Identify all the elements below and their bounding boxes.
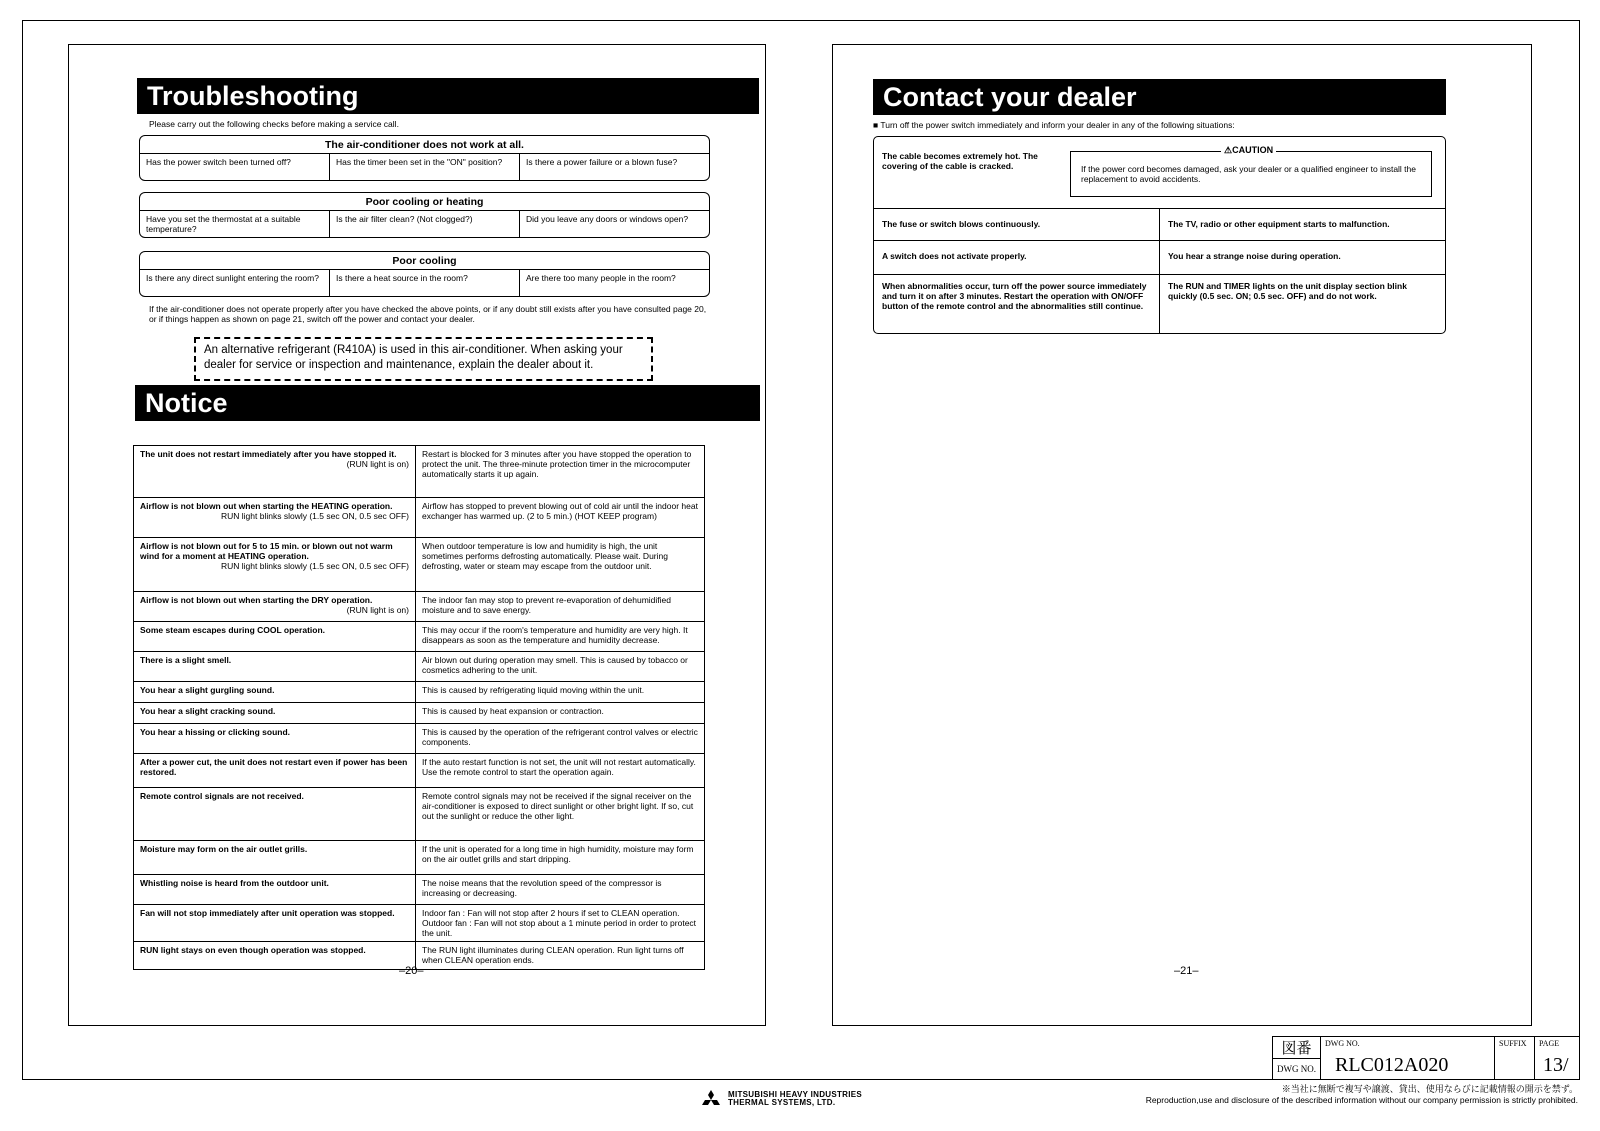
notice-row [134,703,705,724]
notice-row [134,724,705,754]
check-group-heading: Poor cooling [140,252,709,270]
dwg-no-label-left: DWG NO. [1277,1064,1316,1074]
notice-condition-text: Whistling noise is heard from the outdoor unit. [140,878,329,888]
page-20 [68,44,766,1026]
japanese-copyright-notice: ※当社に無断で複写や譲渡、貸出、使用ならびに記載情報の開示を禁ず。 [1281,1084,1578,1094]
notice-condition-text: You hear a slight cracking sound. [140,706,276,716]
check-group-heading: The air-conditioner does not work at all. [140,136,709,154]
notice-condition [134,788,416,841]
notice-explanation: Indoor fan : Fan will not stop after 2 hours if set to CLEAN operation. Outdoor fan : Fan will not stop about a 1 minute period in order to protect the unit. [416,905,705,942]
notice-row [134,446,705,498]
notice-row [134,905,705,942]
notice-condition-text: The unit does not restart immediately after you have stopped it. [140,449,397,459]
notice-explanation: This is caused by the operation of the refrigerant control valves or electric components. [416,724,705,754]
check-group-heading: Poor cooling or heating [140,193,709,211]
notice-explanation: The RUN light illuminates during CLEAN operation. Run light turns off when CLEAN operation ends. [416,942,705,970]
notice-row [134,592,705,622]
situation-cell: When abnormalities occur, turn off the power source immediately and turn it on after 3 minutes. Restart the operation with ON/OFF button of the remote control and the abnormalities still continue. [882,281,1147,311]
check-item: Is there a heat source in the room? [329,270,519,296]
notice-condition [134,622,416,652]
situation-cell: The fuse or switch blows continuously. [882,219,1041,229]
caution-box [1070,145,1432,197]
notice-condition [134,498,416,538]
check-group-1 [139,135,710,181]
notice-explanation: Airflow has stopped to prevent blowing out of cold air until the indoor heat exchanger has warmed up. (2 to 5 min.) (HOT KEEP program) [416,498,705,538]
refrigerant-note: An alternative refrigerant (R410A) is used in this air-conditioner. When asking your dealer for service or inspection and maintenance, explain the dealer about it. [194,337,653,381]
check-item: Has the power switch been turned off? [146,157,291,167]
check-item: Has the timer been set in the "ON" position? [329,154,519,180]
notice-condition-text: There is a slight smell. [140,655,232,665]
page-number: –20– [399,965,424,977]
contact-intro: ■ Turn off the power switch immediately and inform your dealer in any of the following situations: [873,120,1235,130]
notice-condition-sub: RUN light blinks slowly (1.5 sec ON, 0.5 sec OFF) [221,511,409,521]
notice-condition [134,841,416,875]
notice-row [134,754,705,788]
notice-condition-text: Airflow is not blown out for 5 to 15 min. or blown out not warm wind for a moment at HEATING operation. [140,541,393,561]
notice-explanation: Restart is blocked for 3 minutes after you have stopped the operation to protect the unit. The three-minute protection timer in the microcomputer automatically starts it up again. [416,446,705,498]
caution-title: ⚠CAUTION [1221,145,1276,155]
notice-condition-text: You hear a hissing or clicking sound. [140,727,291,737]
drawing-title-block [1272,1036,1580,1080]
caution-text: If the power cord becomes damaged, ask your dealer or a qualified engineer to install the replacement to avoid accidents. [1081,164,1417,184]
notice-condition-text: Some steam escapes during COOL operation. [140,625,326,635]
notice-condition-text: After a power cut, the unit does not restart even if power has been restored. [140,757,408,777]
notice-condition-text: Airflow is not blown out when starting the DRY operation. [140,595,373,605]
cable-situation: The cable becomes extremely hot. The covering of the cable is cracked. [882,151,1038,171]
notice-condition [134,905,416,942]
situation-cell: The TV, radio or other equipment starts to malfunction. [1159,209,1445,240]
company-logo [700,1090,862,1108]
notice-explanation: Air blown out during operation may smell. This is caused by tobacco or cosmetics adhering to the unit. [416,652,705,682]
page-value: 13/ [1543,1054,1569,1076]
notice-condition [134,592,416,622]
contact-dealer-title: Contact your dealer [873,79,1446,115]
notice-condition [134,875,416,905]
troubleshooting-title: Troubleshooting [137,78,759,114]
after-check-note: If the air-conditioner does not operate properly after you have checked the above points, or if any doubt still exists after you have consulted page 20, or if things happen as shown on page 21, switch off the power and contact your dealer. [149,304,707,324]
check-item: Did you leave any doors or windows open? [519,211,709,237]
check-item: Is the air filter clean? (Not clogged?) [329,211,519,237]
check-group-3 [139,251,710,297]
notice-row [134,538,705,592]
notice-condition [134,703,416,724]
notice-condition-text: Remote control signals are not received. [140,791,304,801]
notice-row [134,622,705,652]
situation-cell: You hear a strange noise during operation. [1159,241,1445,274]
notice-row [134,682,705,703]
dealer-situations-table [873,136,1446,334]
zuban-label: 図番 [1273,1037,1320,1059]
page-label: PAGE [1539,1039,1560,1048]
logo-line-1: MITSUBISHI HEAVY INDUSTRIES [728,1090,863,1099]
troubleshooting-intro: Please carry out the following checks before making a service call. [149,119,399,129]
notice-condition [134,682,416,703]
check-group-2 [139,192,710,238]
notice-explanation: This may occur if the room's temperature and humidity are very high. It disappears as soon as the temperature and humidity decrease. [416,622,705,652]
notice-row [134,841,705,875]
notice-condition [134,652,416,682]
notice-condition-text: Airflow is not blown out when starting the HEATING operation. [140,501,393,511]
notice-condition [134,724,416,754]
notice-condition [134,942,416,970]
dwg-no-value: RLC012A020 [1335,1054,1449,1076]
notice-explanation: If the unit is operated for a long time in high humidity, moisture may form on the air outlet grills and start dripping. [416,841,705,875]
notice-explanation: This is caused by refrigerating liquid moving within the unit. [416,682,705,703]
notice-row [134,875,705,905]
logo-line-2: THERMAL SYSTEMS, LTD. [728,1098,836,1107]
notice-title: Notice [135,385,760,421]
notice-table [133,445,705,970]
notice-condition [134,446,416,498]
notice-explanation: The noise means that the revolution speed of the compressor is increasing or decreasing. [416,875,705,905]
notice-condition-text: RUN light stays on even though operation was stopped. [140,945,366,955]
notice-condition-text: You hear a slight gurgling sound. [140,685,275,695]
check-item: Is there a power failure or a blown fuse? [519,154,709,180]
notice-condition [134,754,416,788]
notice-explanation: If the auto restart function is not set, the unit will not restart automatically. Use the remote control to start the operation again. [416,754,705,788]
notice-explanation: This is caused by heat expansion or contraction. [416,703,705,724]
page-number: –21– [1174,965,1199,977]
check-item: Are there too many people in the room? [519,270,709,296]
notice-row [134,652,705,682]
notice-condition-sub: (RUN light is on) [346,605,409,615]
dwg-no-label: DWG NO. [1325,1039,1360,1048]
notice-condition-sub: RUN light blinks slowly (1.5 sec ON, 0.5 sec OFF) [221,561,409,571]
notice-row [134,498,705,538]
situation-cell: A switch does not activate properly. [882,251,1027,261]
notice-condition [134,538,416,592]
notice-explanation: Remote control signals may not be received if the signal receiver on the air-conditioner is exposed to direct sunlight or other bright light. If so, cut out the sunlight or reduce the other light. [416,788,705,841]
check-item: Have you set the thermostat at a suitable temperature? [146,214,301,234]
notice-explanation: When outdoor temperature is low and humidity is high, the unit sometimes performs defrosting automatically. Please wait. During defrosting, water or steam may escape from the outdoor unit. [416,538,705,592]
notice-condition-text: Fan will not stop immediately after unit operation was stopped. [140,908,395,918]
suffix-label: SUFFIX [1499,1039,1527,1048]
notice-explanation: The indoor fan may stop to prevent re-evaporation of dehumidified moisture and to save energy. [416,592,705,622]
situation-cell: The RUN and TIMER lights on the unit display section blink quickly (0.5 sec. ON; 0.5 sec. OFF) and do not work. [1159,275,1445,333]
notice-condition-sub: (RUN light is on) [346,459,409,469]
notice-row [134,788,705,841]
page-21 [832,44,1532,1026]
three-diamonds-icon [700,1090,722,1108]
check-item: Is there any direct sunlight entering the room? [146,273,319,283]
notice-condition-text: Moisture may form on the air outlet grills. [140,844,308,854]
reproduction-notice: Reproduction,use and disclosure of the described information without our company permission is strictly prohibited. [1145,1095,1578,1105]
